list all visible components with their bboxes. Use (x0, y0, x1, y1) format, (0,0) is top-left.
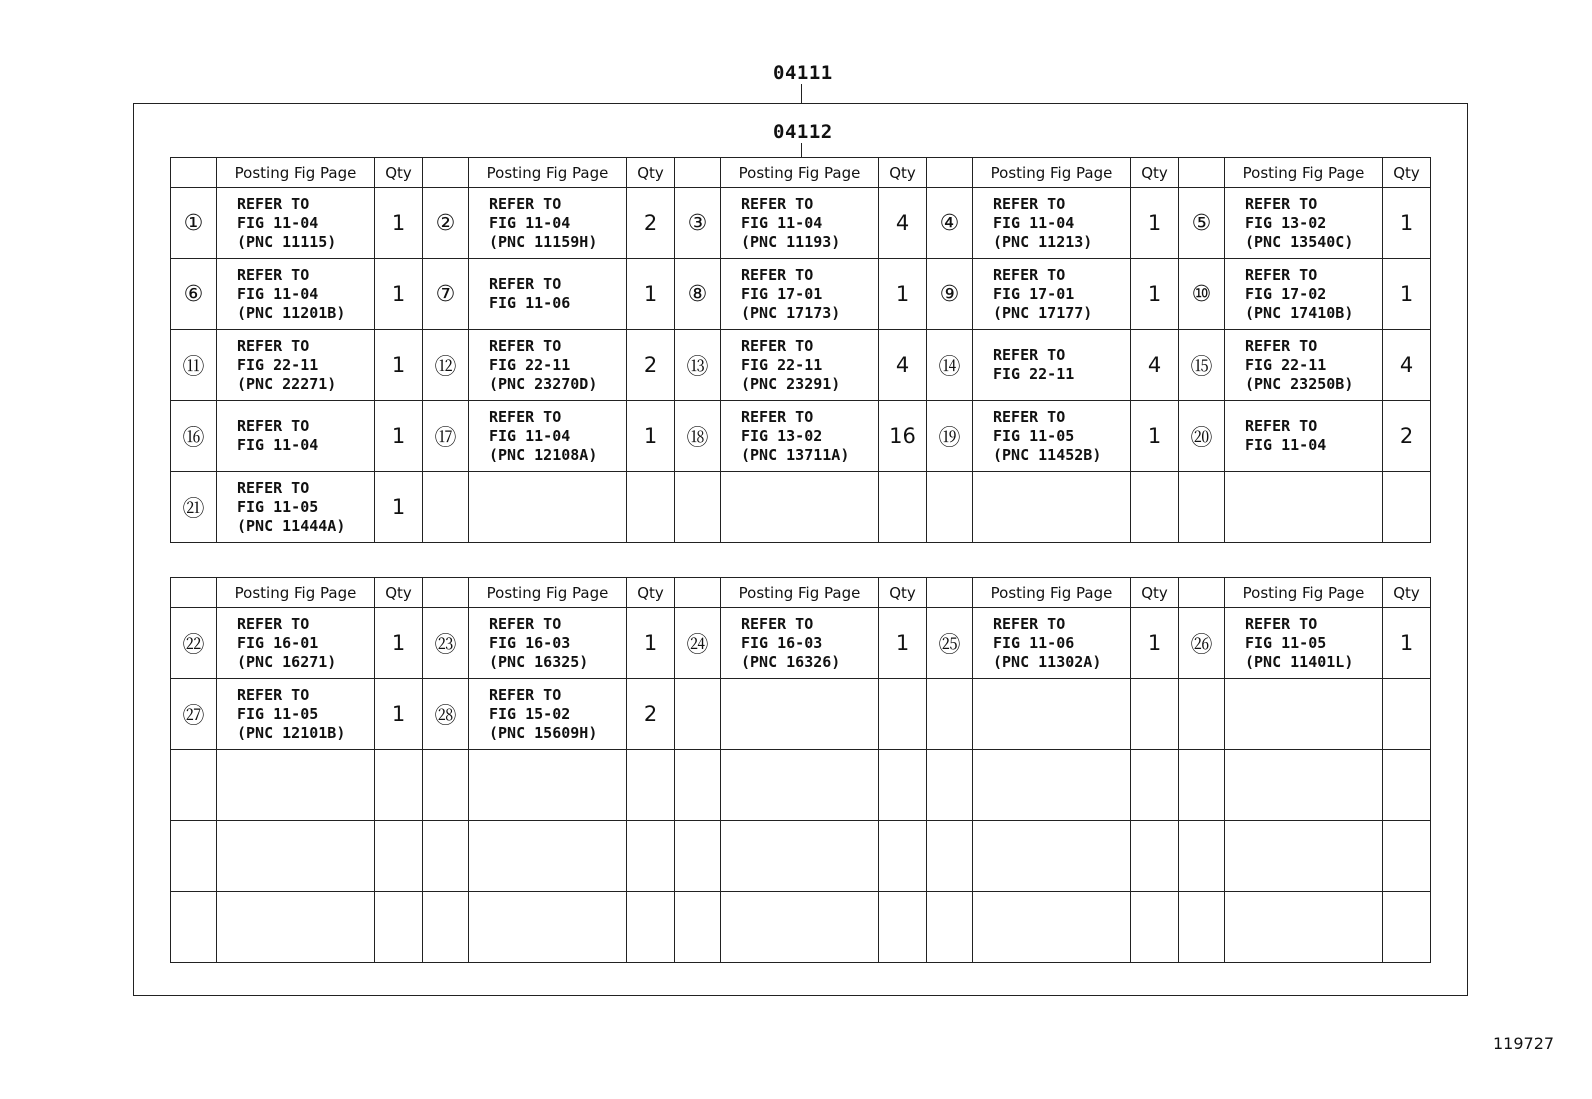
posting-reference: REFER TO FIG 13-02 (PNC 13540C) (1225, 188, 1383, 259)
posting-reference: REFER TO FIG 11-06 (469, 259, 627, 330)
item-qty: 4 (1383, 330, 1431, 401)
item-qty: 1 (1383, 259, 1431, 330)
posting-reference (973, 472, 1131, 543)
item-qty: 16 (879, 401, 927, 472)
item-qty (375, 750, 423, 821)
header-posting-fig-page: Posting Fig Page (973, 158, 1131, 188)
posting-reference (217, 892, 375, 963)
header-posting-fig-page: Posting Fig Page (469, 158, 627, 188)
posting-reference (721, 679, 879, 750)
posting-reference (217, 821, 375, 892)
item-qty: 1 (375, 472, 423, 543)
posting-reference (1225, 472, 1383, 543)
item-number: ④ (927, 188, 973, 259)
item-qty: 2 (627, 330, 675, 401)
posting-reference (469, 821, 627, 892)
posting-reference: REFER TO FIG 16-01 (PNC 16271) (217, 608, 375, 679)
table-row (171, 892, 1431, 963)
item-number: ⑲ (927, 401, 973, 472)
posting-reference: REFER TO FIG 11-04 (PNC 11201B) (217, 259, 375, 330)
drawing-id: 119727 (1493, 1034, 1555, 1053)
item-qty: 1 (627, 401, 675, 472)
posting-reference: REFER TO FIG 11-05 (PNC 11444A) (217, 472, 375, 543)
item-number: ㉕ (927, 608, 973, 679)
item-qty (1383, 750, 1431, 821)
item-qty (375, 892, 423, 963)
item-number: ⑱ (675, 401, 721, 472)
item-number: ⑮ (1179, 330, 1225, 401)
posting-reference: REFER TO FIG 11-04 (PNC 11159H) (469, 188, 627, 259)
item-number (1179, 472, 1225, 543)
item-qty: 1 (1131, 259, 1179, 330)
item-qty: 1 (627, 259, 675, 330)
item-qty: 2 (1383, 401, 1431, 472)
item-qty: 4 (879, 330, 927, 401)
item-qty: 1 (375, 679, 423, 750)
posting-reference: REFER TO FIG 15-02 (PNC 15609H) (469, 679, 627, 750)
item-number (675, 892, 721, 963)
posting-reference: REFER TO FIG 22-11 (973, 330, 1131, 401)
item-number (1179, 679, 1225, 750)
item-number: ㉒ (171, 608, 217, 679)
item-qty (1383, 821, 1431, 892)
item-number: ⑪ (171, 330, 217, 401)
item-number (927, 472, 973, 543)
item-qty (627, 472, 675, 543)
posting-reference: REFER TO FIG 17-01 (PNC 17173) (721, 259, 879, 330)
header-posting-fig-page: Posting Fig Page (1225, 578, 1383, 608)
item-qty (879, 821, 927, 892)
posting-reference: REFER TO FIG 11-06 (PNC 11302A) (973, 608, 1131, 679)
item-qty: 1 (1383, 608, 1431, 679)
item-qty: 1 (1131, 188, 1179, 259)
item-number (423, 472, 469, 543)
header-posting-fig-page: Posting Fig Page (217, 578, 375, 608)
item-qty (627, 750, 675, 821)
item-number: ⑫ (423, 330, 469, 401)
item-number (171, 892, 217, 963)
item-qty (1131, 679, 1179, 750)
item-number (1179, 821, 1225, 892)
item-qty: 2 (627, 679, 675, 750)
item-qty (1131, 750, 1179, 821)
table-row (171, 330, 1431, 401)
item-number (171, 750, 217, 821)
header-qty: Qty (627, 158, 675, 188)
header-blank (675, 158, 721, 188)
posting-reference (1225, 821, 1383, 892)
item-qty (879, 750, 927, 821)
header-qty: Qty (879, 578, 927, 608)
outer-code-label: 04111 (773, 62, 833, 84)
item-qty (1131, 821, 1179, 892)
item-qty (375, 821, 423, 892)
header-blank (927, 158, 973, 188)
posting-reference: REFER TO FIG 22-11 (PNC 22271) (217, 330, 375, 401)
item-qty (1131, 892, 1179, 963)
item-qty: 4 (879, 188, 927, 259)
item-number: ㉔ (675, 608, 721, 679)
header-blank (927, 578, 973, 608)
header-qty: Qty (879, 158, 927, 188)
item-number (927, 750, 973, 821)
table-row (171, 259, 1431, 330)
header-qty: Qty (1131, 578, 1179, 608)
item-number (423, 892, 469, 963)
item-number (423, 750, 469, 821)
posting-reference (721, 821, 879, 892)
posting-reference (721, 892, 879, 963)
header-blank (675, 578, 721, 608)
posting-reference (1225, 679, 1383, 750)
header-posting-fig-page: Posting Fig Page (721, 158, 879, 188)
item-number (675, 679, 721, 750)
item-qty (627, 821, 675, 892)
posting-reference: REFER TO FIG 22-11 (PNC 23270D) (469, 330, 627, 401)
item-qty: 1 (375, 330, 423, 401)
posting-reference: REFER TO FIG 16-03 (PNC 16325) (469, 608, 627, 679)
posting-reference: REFER TO FIG 11-04 (PNC 11213) (973, 188, 1131, 259)
item-number: ② (423, 188, 469, 259)
item-number: ㉑ (171, 472, 217, 543)
item-number: ⑰ (423, 401, 469, 472)
item-number (423, 821, 469, 892)
posting-reference: REFER TO FIG 11-04 (PNC 11115) (217, 188, 375, 259)
posting-reference (973, 679, 1131, 750)
posting-reference (973, 821, 1131, 892)
item-number: ㉓ (423, 608, 469, 679)
inner-code-label: 04112 (773, 121, 833, 143)
header-qty: Qty (375, 158, 423, 188)
table-row (171, 821, 1431, 892)
posting-reference: REFER TO FIG 11-05 (PNC 12101B) (217, 679, 375, 750)
item-number (1179, 750, 1225, 821)
item-qty (879, 679, 927, 750)
item-qty (1383, 892, 1431, 963)
header-qty: Qty (375, 578, 423, 608)
posting-reference (973, 892, 1131, 963)
item-number: ⑬ (675, 330, 721, 401)
posting-reference (469, 892, 627, 963)
posting-reference (721, 750, 879, 821)
item-number: ⑭ (927, 330, 973, 401)
header-blank (423, 578, 469, 608)
item-qty: 1 (1131, 401, 1179, 472)
item-number (1179, 892, 1225, 963)
item-number (675, 750, 721, 821)
item-number: ⑨ (927, 259, 973, 330)
item-number: ㉖ (1179, 608, 1225, 679)
posting-reference: REFER TO FIG 11-04 (PNC 11193) (721, 188, 879, 259)
item-qty (627, 892, 675, 963)
header-blank (423, 158, 469, 188)
posting-reference: REFER TO FIG 22-11 (PNC 23250B) (1225, 330, 1383, 401)
item-number (927, 821, 973, 892)
item-qty (879, 472, 927, 543)
item-qty: 4 (1131, 330, 1179, 401)
item-number: ⑤ (1179, 188, 1225, 259)
posting-reference (1225, 892, 1383, 963)
posting-reference: REFER TO FIG 13-02 (PNC 13711A) (721, 401, 879, 472)
posting-reference (217, 750, 375, 821)
item-number: ⑥ (171, 259, 217, 330)
item-qty: 1 (1383, 188, 1431, 259)
item-number (927, 679, 973, 750)
header-blank (171, 158, 217, 188)
item-number: ③ (675, 188, 721, 259)
inner-leader-line (801, 143, 802, 158)
posting-reference (1225, 750, 1383, 821)
outer-leader-line (801, 84, 802, 104)
item-number (171, 821, 217, 892)
item-number: ㉘ (423, 679, 469, 750)
header-posting-fig-page: Posting Fig Page (217, 158, 375, 188)
item-number (675, 472, 721, 543)
header-qty: Qty (1383, 578, 1431, 608)
posting-reference (469, 750, 627, 821)
posting-reference: REFER TO FIG 17-02 (PNC 17410B) (1225, 259, 1383, 330)
header-posting-fig-page: Posting Fig Page (973, 578, 1131, 608)
parts-table-upper (170, 157, 1431, 543)
table-row (171, 679, 1431, 750)
table-row (171, 608, 1431, 679)
table-row (171, 188, 1431, 259)
table-header-row (171, 578, 1431, 608)
item-qty (879, 892, 927, 963)
item-qty: 1 (375, 401, 423, 472)
item-qty: 1 (375, 188, 423, 259)
item-qty (1131, 472, 1179, 543)
table-row (171, 472, 1431, 543)
item-number (675, 821, 721, 892)
header-blank (1179, 158, 1225, 188)
header-posting-fig-page: Posting Fig Page (1225, 158, 1383, 188)
item-qty: 1 (879, 608, 927, 679)
item-qty: 1 (1131, 608, 1179, 679)
header-qty: Qty (1383, 158, 1431, 188)
header-blank (1179, 578, 1225, 608)
item-number: ⑦ (423, 259, 469, 330)
item-number: ⑩ (1179, 259, 1225, 330)
posting-reference (721, 472, 879, 543)
table-row (171, 750, 1431, 821)
item-qty: 1 (375, 259, 423, 330)
item-qty (1383, 472, 1431, 543)
posting-reference (973, 750, 1131, 821)
header-blank (171, 578, 217, 608)
item-number (927, 892, 973, 963)
header-posting-fig-page: Posting Fig Page (721, 578, 879, 608)
posting-reference: REFER TO FIG 11-05 (PNC 11452B) (973, 401, 1131, 472)
posting-reference: REFER TO FIG 11-04 (PNC 12108A) (469, 401, 627, 472)
posting-reference: REFER TO FIG 22-11 (PNC 23291) (721, 330, 879, 401)
item-qty: 1 (375, 608, 423, 679)
item-qty (1383, 679, 1431, 750)
item-number: ㉗ (171, 679, 217, 750)
item-number: ① (171, 188, 217, 259)
posting-reference: REFER TO FIG 11-04 (217, 401, 375, 472)
item-qty: 1 (627, 608, 675, 679)
item-qty: 1 (879, 259, 927, 330)
item-number: ⑳ (1179, 401, 1225, 472)
posting-reference (469, 472, 627, 543)
posting-reference: REFER TO FIG 11-04 (1225, 401, 1383, 472)
item-number: ⑧ (675, 259, 721, 330)
posting-reference: REFER TO FIG 16-03 (PNC 16326) (721, 608, 879, 679)
item-number: ⑯ (171, 401, 217, 472)
posting-reference: REFER TO FIG 17-01 (PNC 17177) (973, 259, 1131, 330)
parts-table-lower (170, 577, 1431, 963)
header-qty: Qty (1131, 158, 1179, 188)
posting-reference: REFER TO FIG 11-05 (PNC 11401L) (1225, 608, 1383, 679)
header-qty: Qty (627, 578, 675, 608)
header-posting-fig-page: Posting Fig Page (469, 578, 627, 608)
table-row (171, 401, 1431, 472)
item-qty: 2 (627, 188, 675, 259)
table-header-row (171, 158, 1431, 188)
